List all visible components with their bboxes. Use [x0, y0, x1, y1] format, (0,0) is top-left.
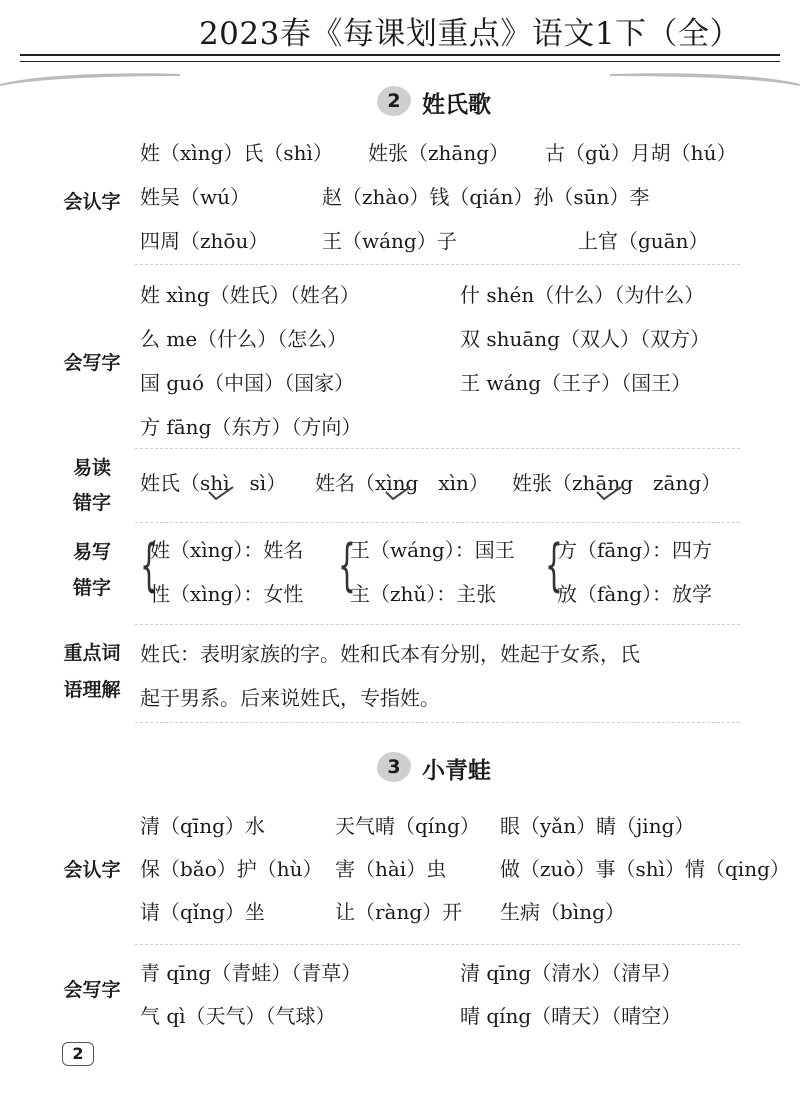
- misread-item: 姓氏（shì sì）: [140, 471, 287, 495]
- word-item: 请（qǐng）坐: [140, 900, 265, 924]
- word-item: 害（hài）虫: [335, 857, 447, 881]
- decorative-swoosh-right: [610, 72, 800, 86]
- word-item: 四周（zhōu）: [140, 229, 269, 253]
- check-mark-icon: [208, 486, 234, 500]
- lesson-title: 小青蛙: [422, 758, 491, 784]
- word-item: 姓吴（wú）: [140, 185, 250, 209]
- word-item: 做（zuò）事（shì）情（qing）: [500, 857, 790, 881]
- section-label-recognize: 会认字: [63, 859, 121, 881]
- section-label-misread: 易读: [72, 457, 111, 479]
- word-item: 眼（yǎn）睛（jing）: [500, 814, 695, 838]
- section-divider: [135, 522, 740, 523]
- section-divider: [135, 722, 740, 723]
- word-item: 姓（xìng）氏（shì）: [140, 141, 333, 165]
- brace-icon: {: [338, 533, 356, 598]
- misread-item: 姓名（xìng xìn）: [315, 471, 489, 495]
- header-rule: [20, 54, 780, 56]
- word-item: 王 wáng（王子）（国王）: [460, 371, 692, 395]
- key-word-explanation-line: 姓氏：表明家族的字。姓和氏本有分别，姓起于女系，氏: [140, 642, 640, 666]
- miswrite-item: 姓（xìng）：姓名: [150, 538, 304, 562]
- lesson-number-badge: 2: [377, 86, 411, 116]
- section-label-miswrite: 易写: [72, 541, 111, 563]
- word-item: 上官（guān）: [578, 229, 709, 253]
- section-divider: [135, 448, 740, 449]
- section-divider: [135, 944, 740, 945]
- word-item: 方 fāng（东方）（方向）: [140, 415, 362, 439]
- miswrite-item: 性（xìng）：女性: [150, 582, 304, 606]
- key-word-explanation-line: 起于男系。后来说姓氏，专指姓。: [140, 686, 440, 710]
- miswrite-item: 王（wáng）：国王: [350, 538, 515, 562]
- word-item: 保（bǎo）护（hù）: [140, 857, 323, 881]
- section-divider: [135, 264, 740, 265]
- misread-item: 姓张（zhāng zāng）: [512, 471, 722, 495]
- section-divider: [135, 624, 740, 625]
- lesson-title: 姓氏歌: [422, 92, 491, 118]
- section-label-miswrite: 错字: [72, 577, 111, 599]
- word-item: 么 me（什么）（怎么）: [140, 327, 348, 351]
- brace-icon: {: [140, 533, 158, 598]
- section-label-recognize: 会认字: [63, 191, 121, 213]
- word-item: 让（ràng）开: [335, 900, 463, 924]
- brace-icon: {: [545, 533, 563, 598]
- word-item: 国 guó（中国）（国家）: [140, 371, 355, 395]
- section-label-key-words: 重点词: [63, 642, 121, 664]
- word-item: 赵（zhào）钱（qián）孙（sūn）李: [322, 185, 650, 209]
- word-item: 姓 xìng（姓氏）（姓名）: [140, 283, 360, 307]
- page-number: 2: [62, 1042, 94, 1066]
- word-item: 晴 qíng（晴天）（晴空）: [460, 1004, 682, 1028]
- miswrite-item: 主（zhǔ）：主张: [350, 582, 497, 606]
- word-item: 清（qīng）水: [140, 814, 265, 838]
- word-item: 清 qīng（清水）（清早）: [460, 961, 682, 985]
- page-header-title: 2023春《每课划重点》语文1下（全）: [198, 16, 742, 52]
- word-item: 古（gǔ）月胡（hú）: [545, 141, 737, 165]
- miswrite-item: 放（fàng）：放学: [557, 582, 713, 606]
- header-rule-thin: [20, 61, 780, 62]
- section-label-misread: 错字: [72, 492, 111, 514]
- check-mark-icon: [385, 486, 411, 500]
- word-item: 生病（bìng）: [500, 900, 625, 924]
- lesson-number-badge: 3: [377, 752, 411, 782]
- word-item: 什 shén（什么）（为什么）: [460, 283, 705, 307]
- section-label-write: 会写字: [63, 979, 121, 1001]
- section-label-write: 会写字: [63, 352, 121, 374]
- decorative-swoosh-left: [0, 72, 180, 86]
- word-item: 天气晴（qíng）: [335, 814, 480, 838]
- word-item: 双 shuāng（双人）（双方）: [460, 327, 710, 351]
- word-item: 气 qì（天气）（气球）: [140, 1004, 336, 1028]
- section-label-key-words: 语理解: [63, 679, 121, 701]
- word-item: 青 qīng（青蛙）（青草）: [140, 961, 362, 985]
- miswrite-item: 方（fāng）：四方: [557, 538, 713, 562]
- word-item: 姓张（zhāng）: [368, 141, 510, 165]
- check-mark-icon: [596, 486, 622, 500]
- word-item: 王（wáng）子: [322, 229, 457, 253]
